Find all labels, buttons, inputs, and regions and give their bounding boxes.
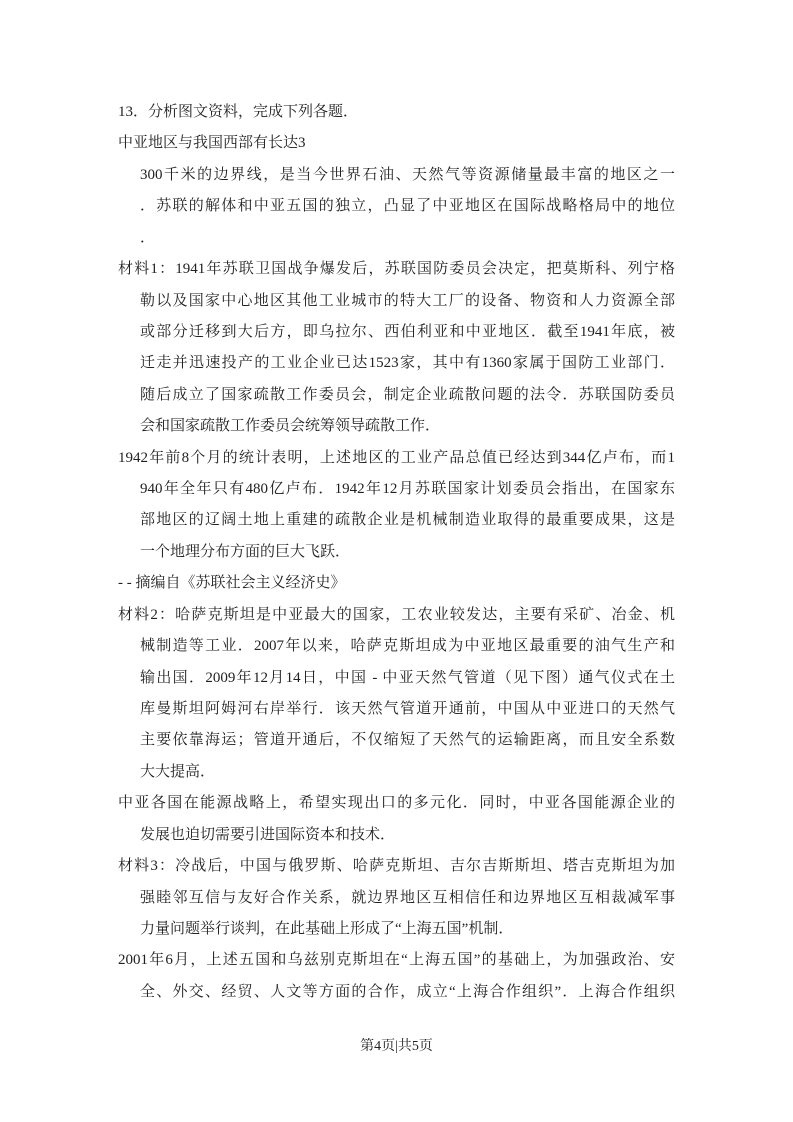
document-line: 械制造等工业．2007年以来，哈萨克斯坦成为中亚地区最重要的油气生产和	[140, 638, 675, 655]
document-line: 库曼斯坦阿姆河右岸举行．该天然气管道开通前，中国从中亚进口的天然气	[140, 701, 675, 718]
document-line: 2001年6月，上述五国和乌兹别克斯坦在“上海五国”的基础上，为加强政治、安	[118, 952, 675, 969]
document-line: 会和国家疏散工作委员会统筹领导疏散工作．	[140, 418, 441, 435]
document-line: 中亚地区与我国西部有长达3	[118, 135, 306, 152]
document-line: 一个地理分布方面的巨大飞跃．	[140, 543, 351, 560]
document-line: 随后成立了国家疏散工作委员会，制定企业疏散问题的法令．苏联国防委员	[140, 386, 675, 403]
document-line: - - 摘编自《苏联社会主义经济史》	[118, 575, 346, 592]
document-line: 中亚各国在能源战略上，希望实现出口的多元化．同时，中亚各国能源企业的	[118, 795, 675, 812]
document-line: 力量问题举行谈判，在此基础上形成了“上海五国”机制．	[140, 920, 514, 937]
document-line: 13．分析图文资料，完成下列各题．	[118, 104, 359, 120]
document-line: 大大提高．	[140, 763, 216, 780]
document-line: 300千米的边界线，是当今世界石油、天然气等资源储量最丰富的地区之一	[140, 166, 675, 183]
document-line: 1942年前8个月的统计表明，上述地区的工业产品总值已经达到344亿卢布，而1	[118, 449, 675, 466]
document-line: 输出国．2009年12月14日，中国 - 中亚天然气管道（见下图）通气仪式在土	[140, 669, 675, 686]
document-body	[118, 97, 675, 1008]
document-line: 全、外交、经贸、人文等方面的合作，成立“上海合作组织”．上海合作组织	[140, 983, 675, 1000]
document-line: 940年全年只有480亿卢布．1942年12月苏联国家计划委员会指出，在国家东	[140, 481, 675, 498]
document-line: 材料2：哈萨克斯坦是中亚最大的国家，工农业较发达，主要有采矿、冶金、机	[118, 606, 675, 623]
document-line: 或部分迁移到大后方，即乌拉尔、西伯利亚和中亚地区．截至1941年底，被	[140, 323, 675, 340]
document-line: ．	[140, 229, 156, 246]
document-line: ．苏联的解体和中亚五国的独立，凸显了中亚地区在国际战略格局中的地位	[140, 198, 675, 215]
document-line: 材料1：1941年苏联卫国战争爆发后，苏联国防委员会决定，把莫斯科、列宁格	[118, 261, 675, 278]
document-line: 强睦邻互信与友好合作关系，就边界地区互相信任和边界地区互相裁减军事	[140, 889, 675, 906]
document-line: 发展也迫切需要引进国际资本和技术．	[140, 826, 396, 843]
document-line: 材料3：冷战后，中国与俄罗斯、哈萨克斯坦、吉尔吉斯斯坦、塔吉克斯坦为加	[118, 858, 675, 875]
document-line: 主要依靠海运；管道开通后，不仅缩短了天然气的运输距离，而且安全系数	[140, 732, 675, 749]
document-line: 迁走并迅速投产的工业企业已达1523家，其中有1360家属于国防工业部门．	[140, 355, 675, 372]
document-line: 部地区的辽阔土地上重建的疏散企业是机械制造业取得的最重要成果，这是	[140, 512, 675, 529]
document-line: 勒以及国家中心地区其他工业城市的特大工厂的设备、物资和人力资源全部	[140, 292, 675, 309]
page-number-footer: 第4页|共5页	[360, 1039, 433, 1054]
